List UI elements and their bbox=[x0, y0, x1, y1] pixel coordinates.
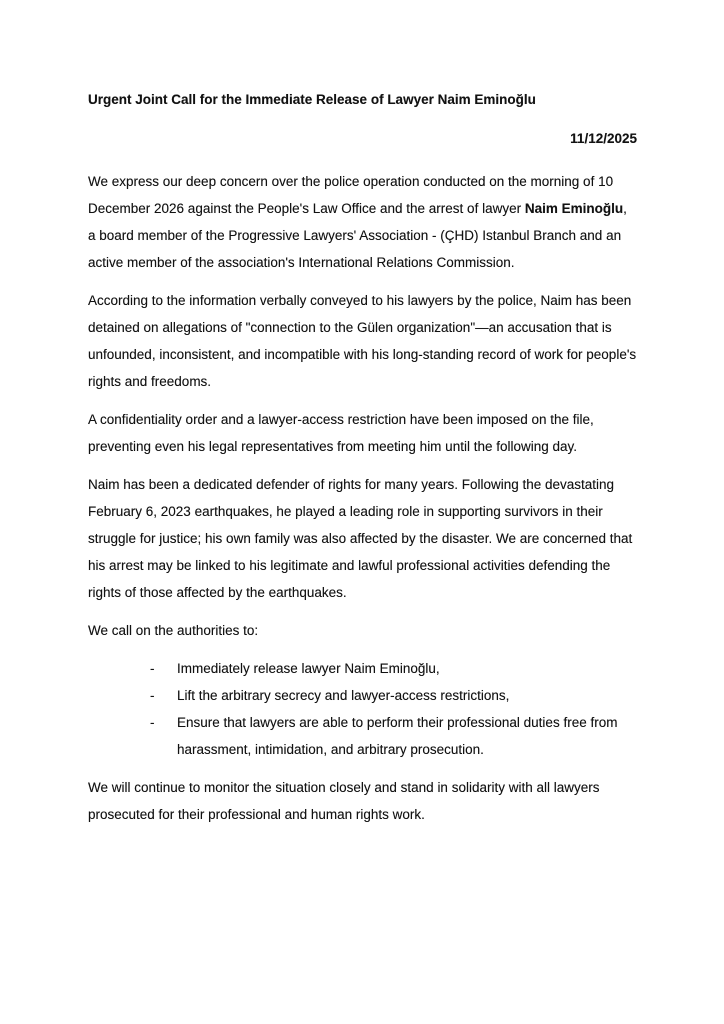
demand-item-label: Immediately release lawyer Naim Eminoğlu, bbox=[177, 661, 440, 676]
paragraph-background: Naim has been a dedicated defender of rights for many years. Following the devastating February 6, 2023 earthquakes, he played a leading role in supporting survivors in their struggle for justice; his own family was also affected by the disaster. We are concerned that his arrest may be linked to his legitimate and lawful professional activities defending the rights of those affected by the earthquakes. bbox=[88, 477, 633, 600]
lawyer-name-bold: Naim Eminoğlu bbox=[524, 201, 624, 216]
paragraph-confidentiality-order: A confidentiality order and a lawyer-access restriction have been imposed on the file, preventing even his legal representatives from meeting him until the following day. bbox=[88, 412, 594, 454]
paragraph-arrest-concern bbox=[88, 168, 637, 276]
demand-item-lift-restrictions bbox=[88, 682, 637, 709]
demand-item-ensure-duties bbox=[88, 709, 637, 763]
demand-item-label: Lift the arbitrary secrecy and lawyer-access restrictions, bbox=[177, 688, 510, 703]
demand-item-release bbox=[88, 655, 637, 682]
dash-bullet: - bbox=[150, 661, 155, 676]
paragraph-text-after-name: , a board member of the Progressive Lawyers' Association - (ÇHD) Istanbul Branch and an active member of the association's International Relations Commission. bbox=[88, 201, 627, 270]
document-date: 11/12/2025 bbox=[570, 131, 637, 146]
dash-bullet: - bbox=[150, 715, 155, 730]
document-title: Urgent Joint Call for the Immediate Release of Lawyer Naim Eminoğlu bbox=[88, 92, 536, 107]
paragraph-closing: We will continue to monitor the situation closely and stand in solidarity with all lawyers prosecuted for their professional and human rights work. bbox=[88, 780, 600, 822]
demand-item-label: Ensure that lawyers are able to perform their professional duties free from harassment, intimidation, and arbitrary prosecution. bbox=[177, 715, 618, 757]
paragraph-allegations: According to the information verbally conveyed to his lawyers by the police, Naim has been detained on allegations of "connection to the Gülen organization"—an accusation that is unfounded, inconsistent, and incompatible with his long-standing record of work for people's rights and freedoms. bbox=[88, 293, 637, 389]
demands-list bbox=[88, 655, 637, 763]
paragraph-text-before-name: We express our deep concern over the police operation conducted on the morning of 10 December 2026 against the People's Law Office and the arrest of lawyer bbox=[88, 174, 614, 216]
paragraph-call-intro: We call on the authorities to: bbox=[88, 623, 259, 638]
dash-bullet: - bbox=[150, 688, 155, 703]
